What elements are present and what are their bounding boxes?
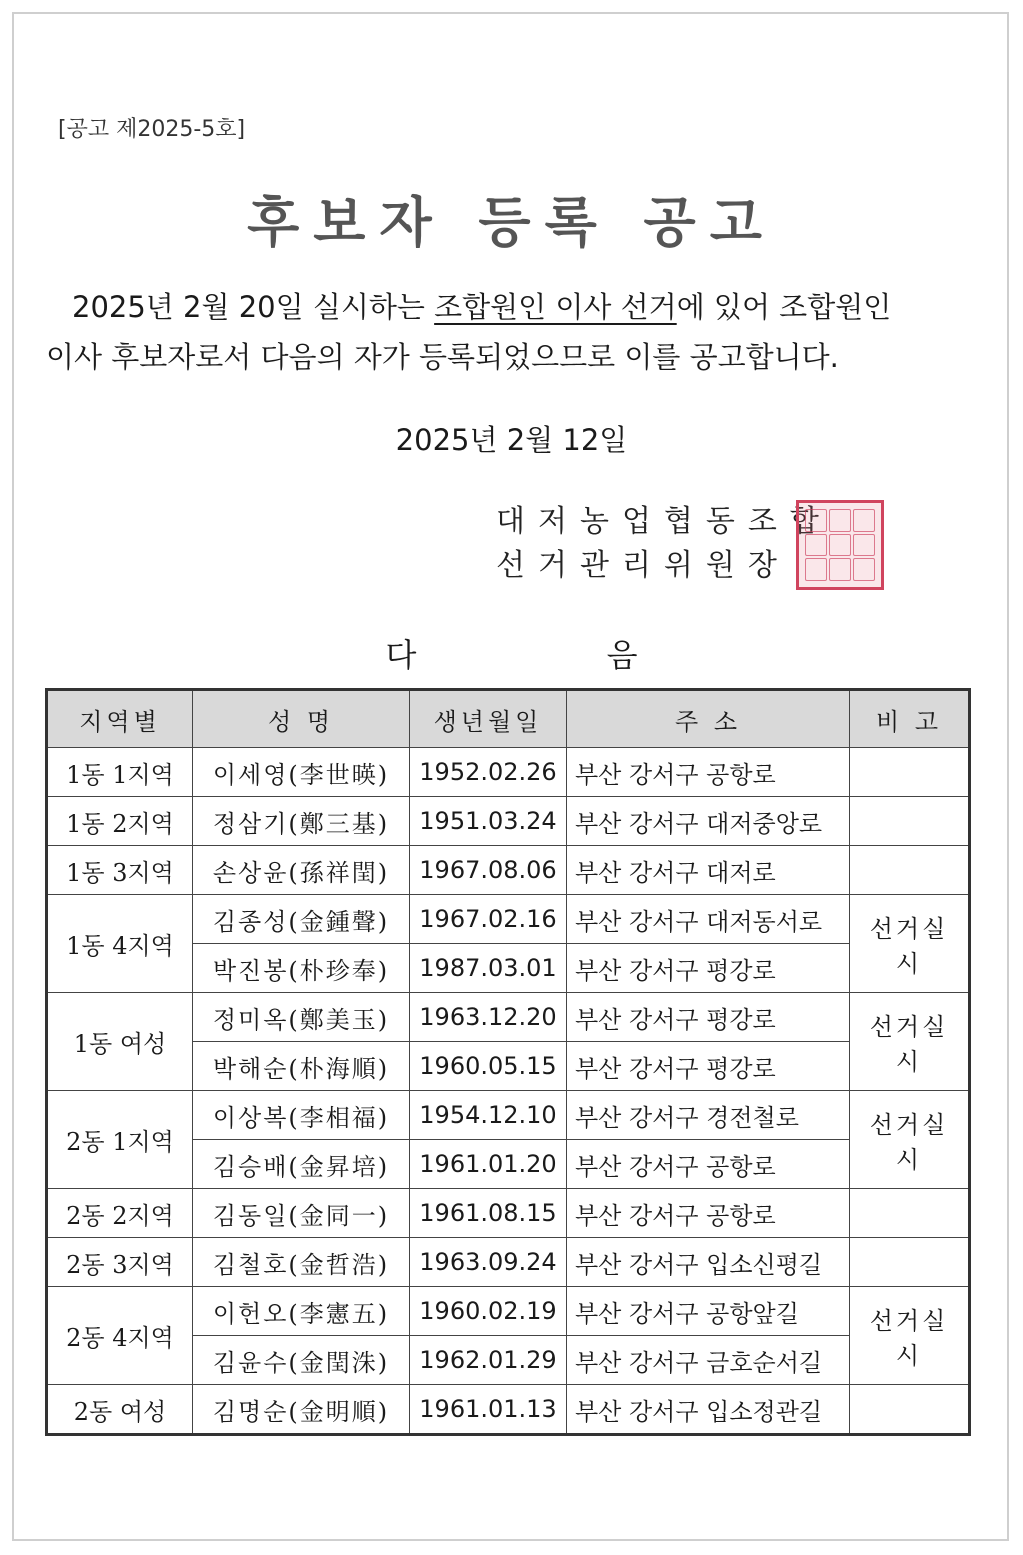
name-cell: 이상복(李相福) [193,1091,410,1140]
name-cell: 김승배(金昇培) [193,1140,410,1189]
issuer-title: 선거관리위원장 [496,548,790,583]
header-region: 지역별 [47,690,193,748]
dob-cell: 1961.01.13 [410,1385,567,1435]
address-cell: 부산 강서구 공항로 [567,1140,850,1189]
name-cell: 손상윤(孫祥閏) [193,846,410,895]
note-cell: 선거실시 [850,1287,970,1385]
note-cell [850,1238,970,1287]
table-row [47,797,970,846]
table-header-row [47,690,970,748]
official-seal-stamp [796,500,884,590]
body-line-1-end: 에 있어 조합원인 [676,290,892,324]
region-cell: 1동 2지역 [47,797,193,846]
candidate-table [45,688,971,1436]
name-cell: 박진봉(朴珍奉) [193,944,410,993]
announcement-date: 2025년 2월 12일 [395,423,628,457]
table-row [47,1091,970,1140]
note-cell: 선거실시 [850,1091,970,1189]
election-name: 조합원인 이사 선거 [434,290,677,324]
name-cell: 정삼기(鄭三基) [193,797,410,846]
body-line-2: 이사 후보자로서 다음의 자가 등록되었으므로 이를 공고합니다. [46,340,839,374]
address-cell: 부산 강서구 공항앞길 [567,1287,850,1336]
header-address: 주 소 [567,690,850,748]
region-cell: 2동 4지역 [47,1287,193,1385]
region-cell: 2동 2지역 [47,1189,193,1238]
name-cell: 김동일(金同一) [193,1189,410,1238]
dob-cell: 1963.09.24 [410,1238,567,1287]
name-cell: 김종성(金鍾聲) [193,895,410,944]
table-row [47,1385,970,1435]
region-cell: 1동 1지역 [47,748,193,797]
address-cell: 부산 강서구 금호순서길 [567,1336,850,1385]
name-cell: 정미옥(鄭美玉) [193,993,410,1042]
address-cell: 부산 강서구 입소신평길 [567,1238,850,1287]
notice-number: [공고 제2025-5호] [58,117,246,142]
dob-cell: 1962.01.29 [410,1336,567,1385]
table-row [47,1189,970,1238]
dob-cell: 1954.12.10 [410,1091,567,1140]
region-cell: 2동 1지역 [47,1091,193,1189]
table-row [47,846,970,895]
address-cell: 부산 강서구 공항로 [567,1189,850,1238]
note-cell: 선거실시 [850,895,970,993]
table-row [47,748,970,797]
dob-cell: 1963.12.20 [410,993,567,1042]
dob-cell: 1967.02.16 [410,895,567,944]
address-cell: 부산 강서구 대저동서로 [567,895,850,944]
note-cell [850,748,970,797]
name-cell: 김철호(金哲浩) [193,1238,410,1287]
dob-cell: 1952.02.26 [410,748,567,797]
table-row [47,895,970,944]
name-cell: 김윤수(金閏洙) [193,1336,410,1385]
region-cell: 1동 3지역 [47,846,193,895]
address-cell: 부산 강서구 경전철로 [567,1091,850,1140]
note-cell: 선거실시 [850,993,970,1091]
name-cell: 이헌오(李憲五) [193,1287,410,1336]
body-line-1 [46,282,981,332]
section-label-following: 다 음 [385,636,728,674]
name-cell: 김명순(金明順) [193,1385,410,1435]
region-cell: 2동 여성 [47,1385,193,1435]
issuer-organization: 대저농업협동조합 [496,504,832,539]
name-cell: 이세영(李世暎) [193,748,410,797]
dob-cell: 1987.03.01 [410,944,567,993]
address-cell: 부산 강서구 평강로 [567,944,850,993]
table-row [47,1287,970,1336]
header-note: 비 고 [850,690,970,748]
dob-cell: 1960.05.15 [410,1042,567,1091]
issuer-block [496,500,832,588]
note-cell [850,1189,970,1238]
note-cell [850,1385,970,1435]
table-row [47,993,970,1042]
note-cell [850,846,970,895]
address-cell: 부산 강서구 평강로 [567,1042,850,1091]
address-cell: 부산 강서구 입소정관길 [567,1385,850,1435]
dob-cell: 1951.03.24 [410,797,567,846]
dob-cell: 1960.02.19 [410,1287,567,1336]
document-title: 후보자 등록 공고 [247,191,776,254]
address-cell: 부산 강서구 대저중앙로 [567,797,850,846]
region-cell: 2동 3지역 [47,1238,193,1287]
dob-cell: 1961.01.20 [410,1140,567,1189]
table-row [47,1238,970,1287]
body-line-1-start: 2025년 2월 20일 실시하는 [72,290,435,324]
address-cell: 부산 강서구 공항로 [567,748,850,797]
header-name: 성 명 [193,690,410,748]
note-cell [850,797,970,846]
address-cell: 부산 강서구 대저로 [567,846,850,895]
dob-cell: 1967.08.06 [410,846,567,895]
region-cell: 1동 여성 [47,993,193,1091]
region-cell: 1동 4지역 [47,895,193,993]
header-dob: 생년월일 [410,690,567,748]
address-cell: 부산 강서구 평강로 [567,993,850,1042]
dob-cell: 1961.08.15 [410,1189,567,1238]
announcement-body [46,282,981,382]
name-cell: 박해순(朴海順) [193,1042,410,1091]
